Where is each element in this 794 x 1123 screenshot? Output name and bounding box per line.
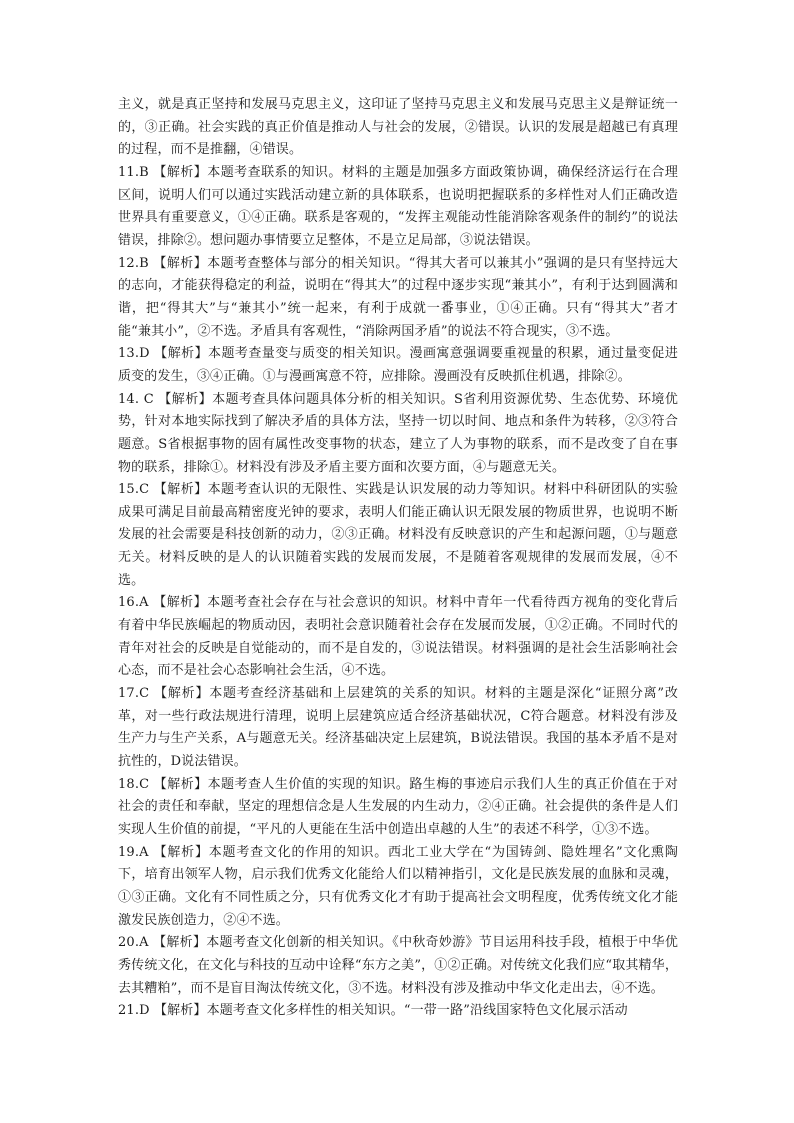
answer-14: 14. C 【解析】本题考查具体问题具体分析的相关知识。S省利用资源优势、生态优势、环境优势，针对本地实际找到了解决矛盾的具体方法，坚持一切以时间、地点和条件为转移，②③符合题意。S省根据事物的固有属性改变事物的状态，建立了人为事物的联系，而不是改变了自在事物的联系，排除①。材料没有涉及矛盾主要方面和次要方面，④与题意无关。 (118, 391, 678, 475)
answer-11: 11.B 【解析】本题考查联系的知识。材料的主题是加强多方面政策协调，确保经济运行在合理区间，说明人们可以通过实践活动建立新的具体联系，也说明把握联系的多样性对人们正确改造世界具有重要意义，①④正确。联系是客观的，“发挥主观能动性能消除客观条件的制约”的说法错误，排除②。想问题办事情要立足整体，不是立足局部，③说法错误。 (118, 164, 678, 248)
answer-16: 16.A 【解析】本题考查社会存在与社会意识的知识。材料中青年一代看待西方视角的变化背后有着中华民族崛起的物质动因，表明社会意识随着社会存在发展而发展，①②正确。不同时代的青年对社会的反映是自觉能动的，而不是自发的，③说法错误。材料强调的是社会生活影响社会心态，而不是社会心态影响社会生活，④不选。 (118, 595, 678, 679)
answer-19: 19.A 【解析】本题考查文化的作用的知识。西北工业大学在“为国铸剑、隐姓埋名”文化熏陶下，培育出领军人物，启示我们优秀文化能给人们以精神指引，文化是民族发展的血脉和灵魂，①③正确。文化有不同性质之分，只有优秀文化才有助于提高社会文明程度，优秀传统文化才能激发民族创造力，②④不选。 (118, 844, 678, 928)
answer-15: 15.C 【解析】本题考查认识的无限性、实践是认识发展的动力等知识。材料中科研团队的实验成果可满足目前最高精密度光钟的要求，表明人们能正确认识无限发展的物质世界，也说明不断发展的社会需要是科技创新的动力，②③正确。材料没有反映意识的产生和起源问题，①与题意无关。材料反映的是人的认识随着实践的发展而发展，不是随着客观规律的发展而发展，④不选。 (118, 482, 678, 588)
paragraph-continuation: 主义，就是真正坚持和发展马克思主义，这印证了坚持马克思主义和发展马克思主义是辩证统一的，③正确。社会实践的真正价值是推动人与社会的发展，②错误。认识的发展是超越已有真理的过程，而不是推翻，④错误。 (118, 97, 678, 158)
answer-20: 20.A 【解析】本题考查文化创新的相关知识。《中秋奇妙游》节目运用科技手段，植根于中华优秀传统文化，在文化与科技的互动中诠释“东方之美”，①②正确。对传统文化我们应“取其精华，去其糟粕”，而不是盲目淘汰传统文化，③不选。材料没有涉及推动中华文化走出去，④不选。 (118, 935, 678, 996)
answer-13: 13.D 【解析】本题考查量变与质变的相关知识。漫画寓意强调要重视量的积累，通过量变促进质变的发生，③④正确。①与漫画寓意不符，应排除。漫画没有反映抓住机遇，排除②。 (118, 346, 678, 384)
answer-explanations (118, 94, 678, 1023)
answer-21: 21.D 【解析】本题考查文化多样性的相关知识。“一带一路”沿线国家特色文化展示活动 (118, 1003, 628, 1019)
answer-18: 18.C 【解析】本题考查人生价值的实现的知识。路生梅的事迹启示我们人生的真正价值在于对社会的责任和奉献，坚定的理想信念是人生发展的内生动力，②④正确。社会提供的条件是人们实现人生价值的前提，“平凡的人更能在生活中创造出卓越的人生”的表述不科学，①③不选。 (118, 776, 678, 837)
answer-17: 17.C 【解析】本题考查经济基础和上层建筑的关系的知识。材料的主题是深化“证照分离”改革，对一些行政法规进行清理，说明上层建筑应适合经济基础状况，C符合题意。材料没有涉及生产力与生产关系，A与题意无关。经济基础决定上层建筑，B说法错误。我国的基本矛盾不是对抗性的，D说法错误。 (118, 686, 678, 770)
answer-12: 12.B 【解析】本题考查整体与部分的相关知识。“得其大者可以兼其小”强调的是只有坚持远大的志向，才能获得稳定的利益，说明在“得其大”的过程中逐步实现“兼其小”，有利于达到圆满和谐，把“得其大”与“兼其小”统一起来，有利于成就一番事业，①④正确。只有“得其大”者才能“兼其小”，②不选。矛盾具有客观性，“消除两国矛盾”的说法不符合现实，③不选。 (118, 255, 678, 339)
